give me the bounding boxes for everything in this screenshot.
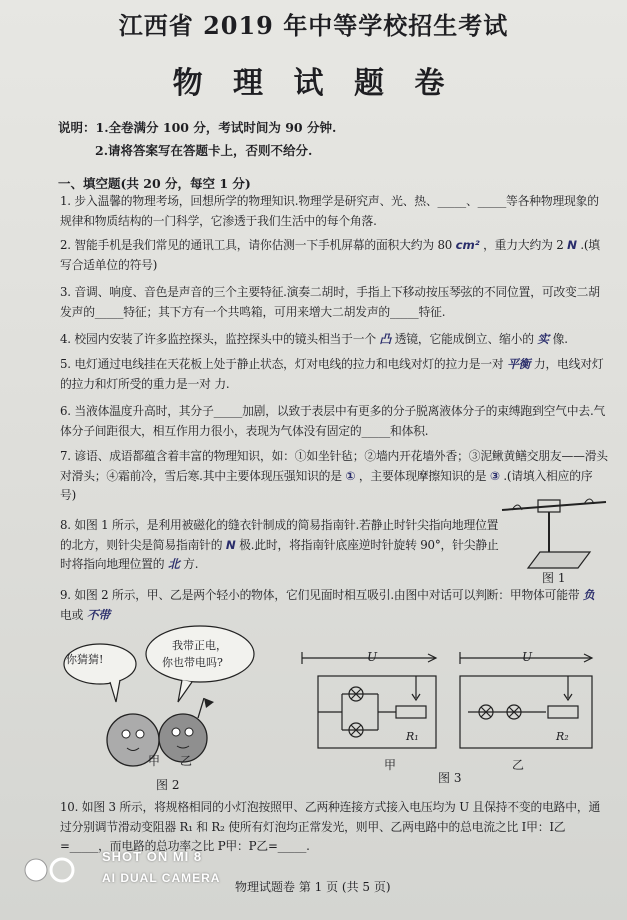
question-text: 力.: [214, 376, 230, 391]
figure-3-label-jia: 甲: [384, 758, 397, 772]
question-text: 如图 1 所示，是利用被磁化的缝衣针制成的简易指南针.若静止时针尖指向地理位置的北方，则针尖是简易指南针的: [60, 518, 499, 552]
question-number: 4.: [60, 332, 71, 346]
question-5: [60, 355, 608, 394]
question-8: [60, 516, 500, 575]
question-text: 方.: [183, 557, 199, 571]
watermark-line-2: AI DUAL CAMERA: [102, 871, 221, 885]
question-text: 极.此时，将指南针底座逆时针旋转 90°，针尖静止时将指向地理位置的: [60, 537, 499, 571]
question-text: .(请填入相应的序号): [60, 468, 593, 502]
question-2: [60, 236, 608, 275]
question-number: 9.: [60, 588, 71, 602]
handwritten-answer: 不带: [86, 607, 110, 622]
handwritten-answer: 负: [583, 588, 595, 602]
handwritten-answer: 北: [167, 557, 180, 571]
question-3: [60, 283, 608, 322]
figure-3-label-yi: 乙: [512, 758, 525, 772]
question-text: ，重力大约为 2: [483, 238, 564, 252]
question-text: 电或: [60, 607, 84, 622]
instruction-note-1: 说明：1.全卷满分 100 分，考试时间为 90 分钟.: [58, 120, 337, 135]
question-text: 谚语、成语都蕴含着丰富的物理知识，如：①如坐针毡；②墙内开花墙外香；③泥鳅黄鳝交朋友——滑头对滑头；④霜前冷，雪后寒.其中主要体现压强知识的是: [60, 449, 608, 483]
handwritten-answer: ③: [489, 468, 500, 483]
question-text: 力，电线对灯的拉力和灯所受的重力是一对: [60, 357, 604, 391]
question-text: 校园内安装了许多监控探头，监控探头中的镜头相当于一个: [74, 332, 376, 346]
watermark-line-1: SHOT ON MI 8: [102, 849, 203, 864]
camera-logo-icon: [22, 856, 86, 888]
figure-2-label-jia: 甲: [148, 754, 161, 768]
figure-1-caption: 图 1: [542, 571, 566, 585]
question-text: 如图 3 所示，将规格相同的小灯泡按照甲、乙两种连接方式接入电压均为 U 且保持不变的电路中，通过分别调节滑动变阻器 R₁ 和 R₂ 使所有灯泡均正常发光，则甲、乙两电路中的总电流之比 I甲：I乙=_____，而电路的总功率之比 P甲：P乙=_____.: [60, 800, 601, 853]
question-10: [60, 798, 608, 857]
question-number: 8.: [60, 518, 71, 532]
question-number: 5.: [60, 357, 71, 371]
question-number: 6.: [60, 404, 71, 418]
exam-subtitle: 物 理 试 题 卷: [172, 66, 455, 101]
resistor-r2-label: R₂: [556, 730, 569, 743]
question-1: [60, 192, 608, 231]
bubble-right-text-2: 你也带电吗?: [162, 656, 223, 669]
question-text: 智能手机是我们常见的通讯工具，请你估测一下手机屏幕的面积大约为 80: [74, 238, 453, 252]
figure-2-label-yi: 乙: [180, 754, 193, 768]
handwritten-answer: N: [567, 238, 577, 252]
bubble-left-text: 你猜猜!: [66, 653, 104, 666]
handwritten-answer: cm²: [455, 238, 480, 252]
question-number: 3.: [60, 285, 71, 299]
question-text: 电灯通过电线挂在天花板上处于静止状态，灯对电线的拉力和电线对灯的拉力是一对: [74, 357, 504, 371]
question-text: 透镜，它能成倒立、缩小的: [394, 332, 534, 346]
question-text: 步入温馨的物理考场，回想所学的物理知识.物理学是研究声、光、热、_____、_____等各种物理现象的规律和物质结构的一门科学，它渗透于我们生活中的每个角落.: [60, 194, 599, 228]
handwritten-answer: N: [225, 537, 236, 552]
instruction-note-2: 2.请将答案写在答题卡上，否则不给分.: [95, 143, 313, 158]
figure-2-caption: 图 2: [156, 778, 180, 792]
question-number: 2.: [60, 238, 71, 252]
figure-3-caption: 图 3: [438, 771, 462, 785]
question-9: [60, 586, 608, 625]
exam-title: 江西省 2019 年中等学校招生考试: [118, 11, 509, 40]
resistor-r1-label: R₁: [406, 730, 419, 743]
question-text: 像.: [552, 332, 568, 346]
figure-3-circuits: [296, 648, 596, 758]
question-number: 10.: [60, 800, 79, 814]
handwritten-answer: 凸: [379, 332, 392, 346]
section-heading: 一、填空题(共 20 分，每空 1 分): [58, 176, 251, 191]
figure-3-voltage-label-1: U: [367, 650, 378, 664]
question-4: [60, 330, 608, 350]
handwritten-answer: ①: [345, 468, 356, 483]
question-number: 1.: [60, 194, 71, 208]
question-6: [60, 402, 608, 441]
page-footer: 物理试题卷 第 1 页 (共 5 页): [235, 880, 391, 894]
question-text: .(填写合适单位的符号): [60, 238, 600, 272]
handwritten-answer: 平衡: [507, 357, 531, 371]
question-text: 音调、响度、音色是声音的三个主要特征.演奏二胡时，手指上下移动按压琴弦的不同位置，可改变二胡发声的_____特征；其下方有一个共鸣箱，可用来增大二胡发声的_____特征.: [60, 285, 600, 319]
bubble-right-text-1: 我带正电，: [172, 639, 227, 652]
handwritten-answer: 实: [537, 332, 550, 346]
question-number: 7.: [60, 449, 71, 463]
question-text: 当液体温度升高时，其分子_____加剧，以致于表层中有更多的分子脱离液体分子的束缚跑到空气中去.气体分子间距很大，相互作用力很小，表现为气体没有固定的_____和体积.: [60, 404, 606, 438]
figure-3-voltage-label-2: U: [522, 650, 533, 664]
question-text: 如图 2 所示，甲、乙是两个轻小的物体，它们见面时相互吸引.由图中对话可以判断：甲物体可能带: [74, 588, 580, 602]
question-text: ，主要体现摩擦知识的是: [358, 468, 487, 483]
